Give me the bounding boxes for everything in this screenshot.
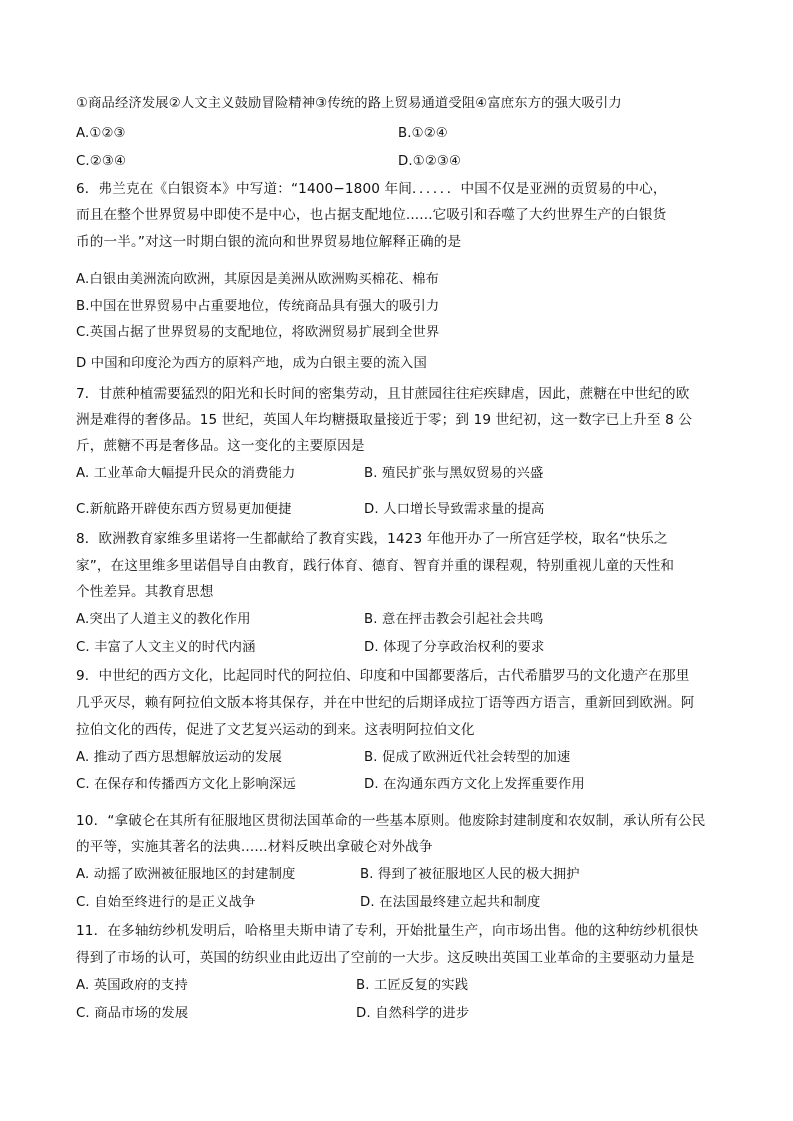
q9-stem-line-2: 几乎灭尽，赖有阿拉伯文版本将其保存，并在中世纪的后期译成拉丁语等西方语言，重新回到欧洲。阿 <box>76 695 695 711</box>
q7-option-c: C.新航路开辟使东西方贸易更加便捷 <box>76 502 292 517</box>
q5-option-b: B.①②④ <box>398 126 448 141</box>
q8-option-c: C. 丰富了人文主义的时代内涵 <box>76 640 256 655</box>
q7-stem-line-1: 7．甘蔗种植需要猛烈的阳光和长时间的密集劳动，且甘蔗园往往疟疾肆虐，因此，蔗糖在中世纪的欧 <box>76 386 690 402</box>
q5-option-d: D.①②③④ <box>398 154 462 169</box>
q6-stem-line-3: 币的一半。”对这一时期白银的流向和世界贸易地位解释正确的是 <box>76 234 462 250</box>
q6-option-b: B.中国在世界贸易中占重要地位，传统商品具有强大的吸引力 <box>76 299 440 314</box>
q6-option-a: A.白银由美洲流向欧洲，其原因是美洲从欧洲购买棉花、棉布 <box>76 272 440 287</box>
q9-option-a: A. 推动了西方思想解放运动的发展 <box>76 750 283 765</box>
q9-stem-line-1: 9．中世纪的西方文化，比起同时代的阿拉伯、印度和中国都要落后，古代希腊罗马的文化遗产在那里 <box>76 668 690 684</box>
q6-stem-line-2: 而且在整个世界贸易中即使不是中心，也占据支配地位......它吸引和吞噬了大约世界生产的白银货 <box>76 207 667 223</box>
q11-stem-line-1: 11．在多轴纺纱机发明后，哈格里夫斯申请了专利，开始批量生产，向市场出售。他的这种纺纱机很快 <box>76 923 699 939</box>
q10-stem-line-2: 的平等，实施其著名的法典......材料反映出拿破仑对外战争 <box>76 839 433 855</box>
q6-option-c: C.英国占据了世界贸易的支配地位，将欧洲贸易扩展到全世界 <box>76 325 440 340</box>
q8-stem-line-3: 个性差异。其教育思想 <box>76 584 214 600</box>
q10-option-c: C. 自始至终进行的是正义战争 <box>76 895 256 910</box>
q9-option-d: D. 在沟通东西方文化上发挥重要作用 <box>364 777 585 792</box>
q7-option-b: B. 殖民扩张与黑奴贸易的兴盛 <box>364 466 544 481</box>
q9-option-b: B. 促成了欧洲近代社会转型的加速 <box>364 750 571 765</box>
q7-option-a: A. 工业革命大幅提升民众的消费能力 <box>76 466 296 481</box>
q8-option-b: B. 意在抨击教会引起社会共鸣 <box>364 612 544 627</box>
q11-option-b: B. 工匠反复的实践 <box>356 978 469 993</box>
q8-stem-line-1: 8．欧洲教育家维多里诺将一生都献给了教育实践，1423 年他开办了一所宫廷学校，取名“快乐之 <box>76 531 668 547</box>
q6-stem-line-1: 6．弗兰克在《白银资本》中写道：“1400−1800 年间．．．．．．中国不仅是亚洲的贡贸易的中心， <box>76 181 667 197</box>
q9-option-c: C. 在保存和传播西方文化上影响深远 <box>76 777 296 792</box>
q8-option-a: A.突出了人道主义的教化作用 <box>76 612 251 627</box>
q10-option-a: A. 动摇了欧洲被征服地区的封建制度 <box>76 867 296 882</box>
q11-stem-line-2: 得到了市场的认可，英国的纺织业由此迈出了空前的一大步。这反映出英国工业革命的主要驱动力量是 <box>76 950 695 966</box>
q8-stem-line-2: 家”，在这里维多里诺倡导自由教育，践行体育、德育、智育并重的课程观，特别重视儿童的天性和 <box>76 558 675 574</box>
q11-option-a: A. 英国政府的支持 <box>76 978 188 993</box>
q10-option-d: D. 在法国最终建立起共和制度 <box>360 895 541 910</box>
q9-stem-line-3: 拉伯文化的西传，促进了文艺复兴运动的到来。这表明阿拉伯文化 <box>76 722 475 738</box>
q6-option-d: D 中国和印度沦为西方的原料产地，成为白银主要的流入国 <box>76 356 427 371</box>
q8-option-d: D. 体现了分享政治权利的要求 <box>364 640 545 655</box>
q5-option-c: C.②③④ <box>76 154 127 169</box>
q7-option-d: D. 人口增长导致需求量的提高 <box>364 502 545 517</box>
q5-option-a: A.①②③ <box>76 126 126 141</box>
q7-stem-line-3: 斤，蔗糖不再是奢侈品。这一变化的主要原因是 <box>76 438 365 454</box>
q11-option-c: C. 商品市场的发展 <box>76 1006 189 1021</box>
q11-option-d: D. 自然科学的进步 <box>356 1006 470 1021</box>
q7-stem-line-2: 洲是难得的奢侈品。15 世纪，英国人年均糖摄取量接近于零；到 19 世纪初，这一数字已上升至 8 公 <box>76 412 693 428</box>
q5-statements: ①商品经济发展②人文主义鼓励冒险精神③传统的路上贸易通道受阻④富庶东方的强大吸引力 <box>76 96 622 111</box>
q10-stem-line-1: 10．“拿破仑在其所有征服地区贯彻法国革命的一些基本原则。他废除封建制度和农奴制，承认所有公民 <box>76 813 706 829</box>
q10-option-b: B. 得到了被征服地区人民的极大拥护 <box>360 867 580 882</box>
